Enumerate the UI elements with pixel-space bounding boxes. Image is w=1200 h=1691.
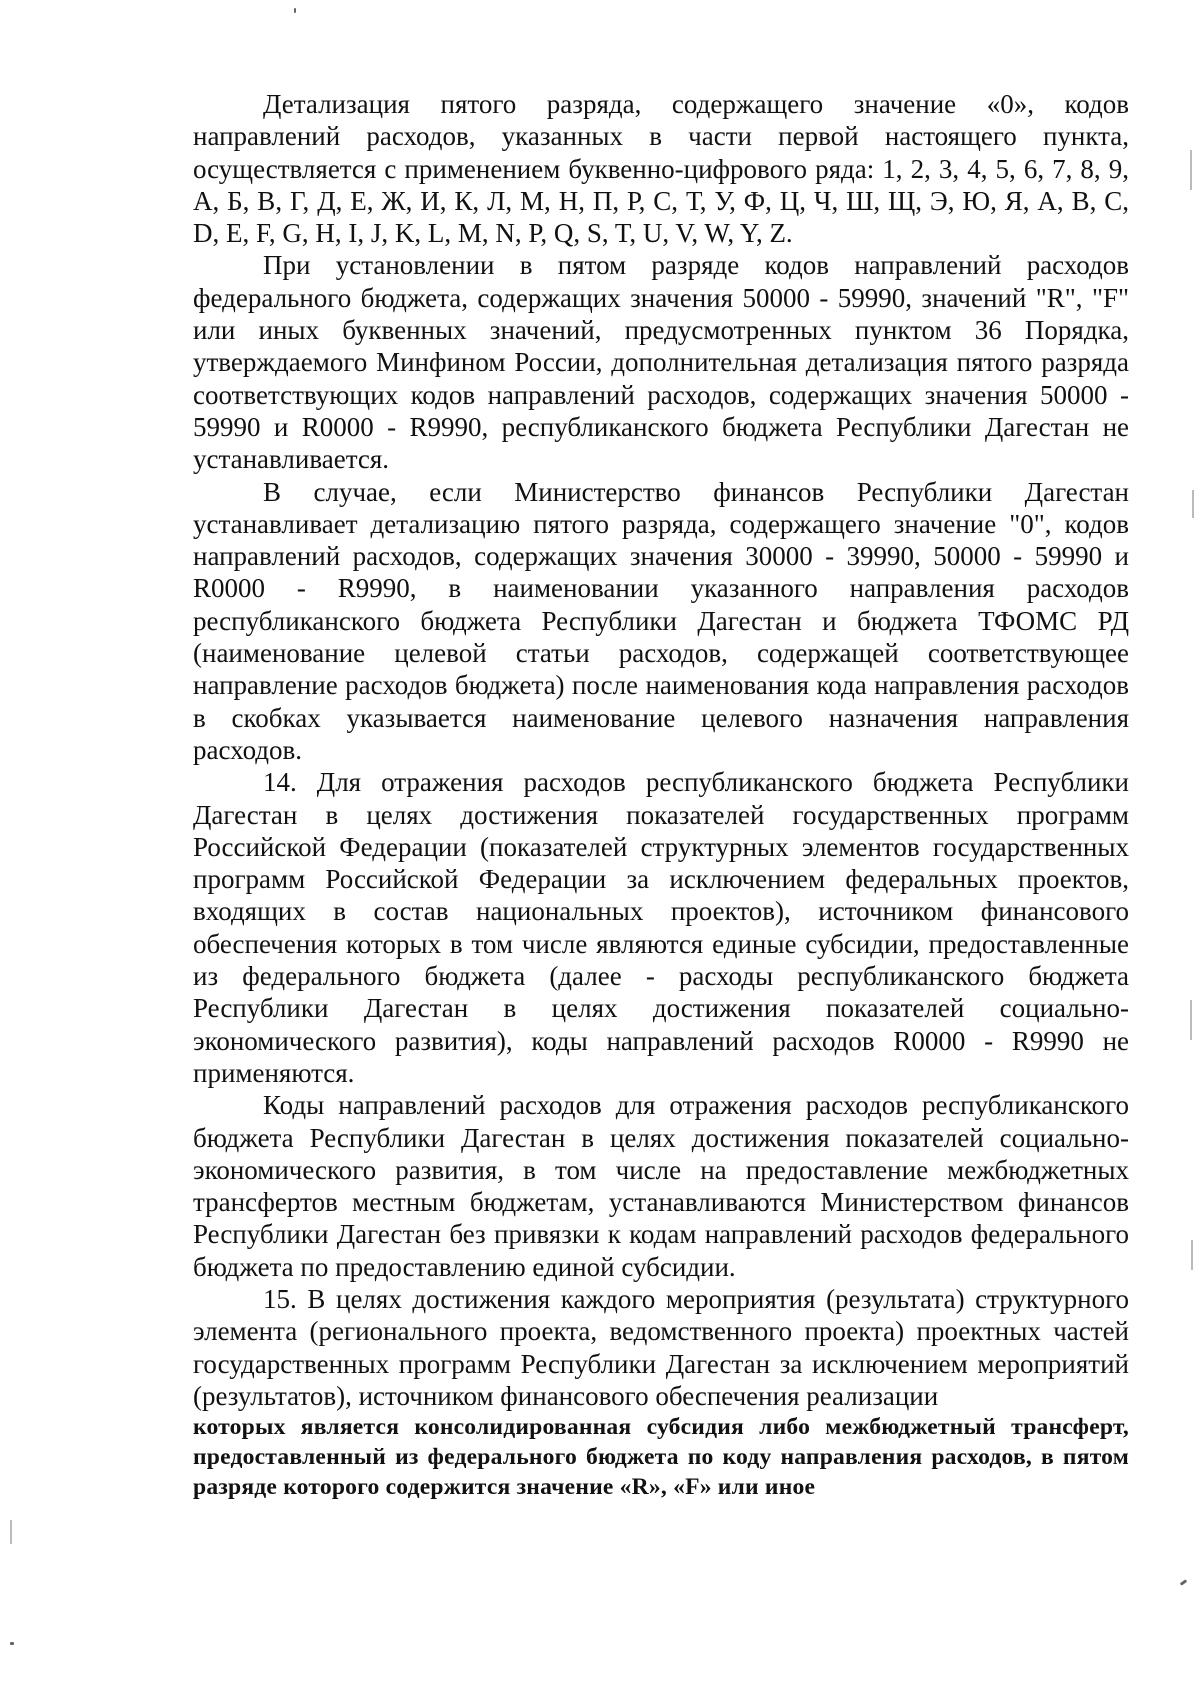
paragraph-6: 15. В целях достижения каждого мероприятия (результата) структурного элемента (регионального проекта, ведомственного проекта) проектных частей государственных программ Республики Дагестан за исключением мероприятий (результатов), источником финансового обеспечения реализации <box>193 1283 1129 1411</box>
document-body <box>193 88 1129 1502</box>
paragraph-1: Детализация пятого разряда, содержащего значение «0», кодов направлений расходов, указанных в части первой настоящего пункта, осуществляется с применением буквенно-цифрового ряда: 1, 2, 3, 4, 5, 6, 7, 8, 9, А, Б, В, Г, Д, Е, Ж, И, К, Л, М, Н, П, Р, С, Т, У, Ф, Ц, Ч, Ш, Щ, Э, Ю, Я, A, B, C, D, E, F, G, H, I, J, K, L, M, N, P, Q, S, T, U, V, W, Y, Z. <box>193 89 1129 249</box>
paragraph-5: Коды направлений расходов для отражения расходов республиканского бюджета Республики Дагестан в целях достижения показателей социально-экономического развития, в том числе на предоставление межбюджетных трансфертов местным бюджетам, устанавливаются Министерством финансов Республики Дагестан без привязки к кодам направлений расходов федерального бюджета по предоставлению единой субсидии. <box>193 1090 1129 1282</box>
paragraph-6-continuation: которых является консолидированная субсидия либо межбюджетный трансферт, предоставленный из федерального бюджета по коду направления расходов, в пятом разряде которого содержится значение «R», «F» или иное <box>193 1414 1129 1501</box>
edge-noise-5 <box>10 1520 12 1544</box>
scan-dot-top <box>294 8 296 13</box>
edge-noise-1 <box>1190 150 1192 190</box>
scan-tick-bottom-right <box>1180 1579 1187 1585</box>
edge-noise-2 <box>1192 490 1194 518</box>
paragraph-4: 14. Для отражения расходов республиканского бюджета Республики Дагестан в целях достижения показателей государственных программ Российской Федерации (показателей структурных элементов государственных программ Российской Федерации за исключением федеральных проектов, входящих в состав национальных проектов), источником финансового обеспечения которых в том числе являются единые субсидии, предоставленные из федерального бюджета (далее - расходы республиканского бюджета Республики Дагестан в целях достижения показателей социально-экономического развития), коды направлений расходов R0000 - R9990 не применяются. <box>193 767 1129 1088</box>
paragraph-3: В случае, если Министерство финансов Республики Дагестан устанавливает детализацию пятого разряда, содержащего значение "0", кодов направлений расходов, содержащих значения 30000 - 39990, 50000 - 59990 и R0000 - R9990, в наименовании указанного направления расходов республиканского бюджета Республики Дагестан и бюджета ТФОМС РД (наименование целевой статьи расходов, содержащей соответствующее направление расходов бюджета) после наименования кода направления расходов в скобках указывается наименование целевого назначения направления расходов. <box>193 476 1129 765</box>
edge-noise-3 <box>1190 1000 1192 1040</box>
paragraph-2: При установлении в пятом разряде кодов направлений расходов федерального бюджета, содержащих значения 50000 - 59990, значений "R", "F" или иных буквенных значений, предусмотренных пунктом 36 Порядка, утверждаемого Минфином России, дополнительная детализация пятого разряда соответствующих кодов направлений расходов, содержащих значения 50000 - 59990 и R0000 - R9990, республиканского бюджета Республики Дагестан не устанавливается. <box>193 250 1129 475</box>
scan-dot-bottom-left <box>10 1642 14 1645</box>
edge-noise-4 <box>1191 1240 1193 1270</box>
